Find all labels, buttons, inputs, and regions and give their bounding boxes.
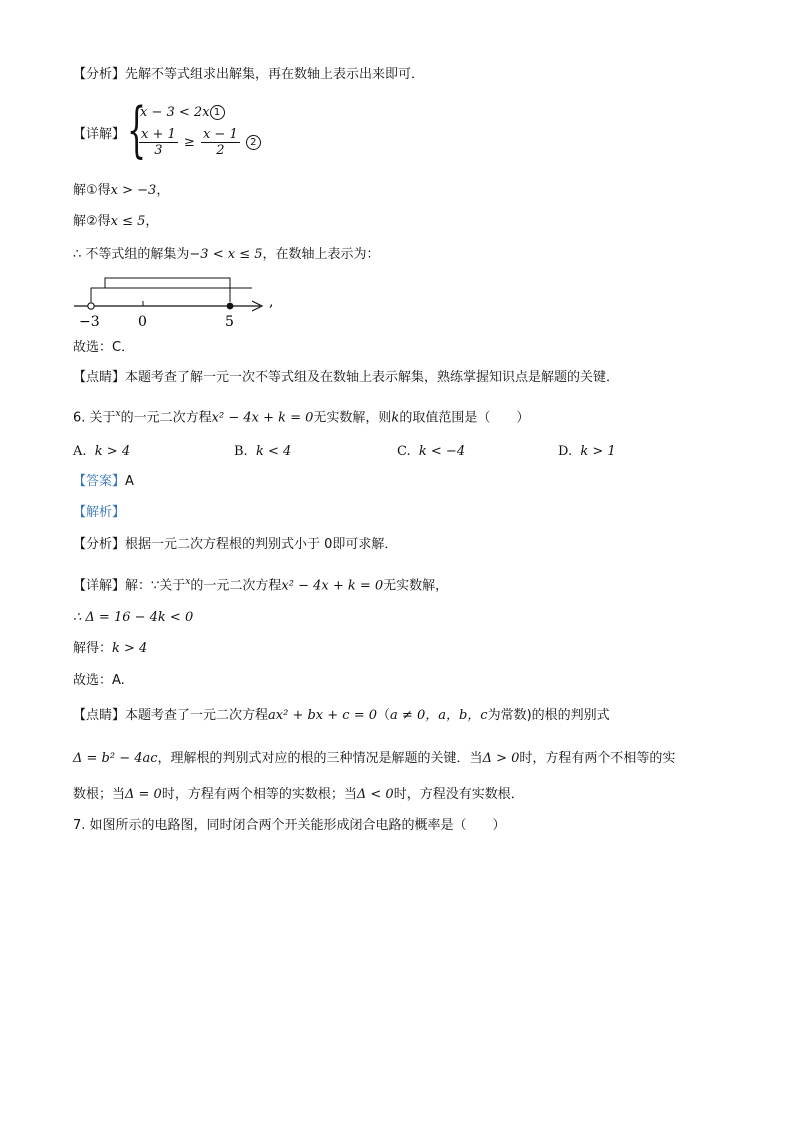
open-point-neg3 [88,303,94,309]
q6-fenxi-line [73,536,397,554]
fraction-right-den: 2 [216,143,225,158]
solution-set-line [73,246,380,264]
q6-dianjing-line-3 [73,786,524,804]
q6-dj1-c: 为常数)的根的判别式 [487,708,610,723]
q6-option-d[interactable] [558,443,616,461]
q6-stem-c: 无实数解，则 [313,410,392,426]
q6-option-a[interactable] [73,443,130,461]
q6-option-b[interactable] [234,443,291,461]
q6-xiangjie-x: x [185,577,191,587]
q6-jie-prefix: 解得： [73,641,113,656]
q6-dj1-b: （ [377,708,391,723]
q6-dj3-cond2: Δ < 0 [356,787,394,802]
q6-dianjing-line-1 [73,707,610,725]
solution-1-line [73,182,169,200]
solution-2-prefix: 解②得 [73,214,111,229]
q6-dj3-cond1: Δ = 0 [125,787,162,802]
solution-2-line [73,213,158,231]
q6-xiangjie-a: 解：∵关于 [125,578,186,594]
solution-1-prefix: 解①得 [73,183,111,198]
sec1-dianjing-line [73,369,619,387]
inequality-1-expr: x − 3 < 2x [140,105,210,120]
trailing-comma: , [269,294,274,310]
q6-dianjing-tag: 【点睛】 [73,708,126,723]
q6-dj1-a: 本题考查了一元二次方程 [125,708,269,723]
fenxi-text: 先解不等式组求出解集，再在数轴上表示出来即可． [125,67,425,82]
q6-dj2-a: ，理解根的判别式对应的根的三种情况是解题的关键．当 [157,751,483,766]
fraction-right-num: x − 1 [202,127,238,142]
q6-option-b-expr: k < 4 [255,444,292,459]
q6-xiangjie-b: 的一元二次方程 [190,578,282,594]
tick-label-0: 0 [138,314,147,330]
q6-stem-eq: x² − 4x + k = 0 [211,410,314,426]
tick-label-neg3: −3 [79,314,100,330]
solution-set-expr: −3 < x ≤ 5 [189,247,263,262]
q6-fenxi-tag: 【分析】 [73,537,126,552]
q6-stem-a: 6. 关于 [73,410,116,426]
fraction-left [139,127,178,158]
q6-answer-select: 故选：A. [73,673,125,688]
solution-2-expr: x ≤ 5 [110,214,146,229]
q6-stem-x: x [115,409,121,419]
q6-option-c-expr: k < −4 [418,444,466,459]
q6-dj1-cond: a ≠ 0，a，b，c [390,708,488,723]
dianjing-tag: 【点睛】 [73,370,126,385]
circled-number-2: 2 [246,135,261,150]
fenxi-tag: 【分析】 [73,67,126,82]
q6-option-a-expr: k > 4 [94,444,131,459]
q6-xiangjie-eq: x² − 4x + k = 0 [281,578,384,594]
q6-option-d-label: D. [558,444,573,459]
solution-1-expr: x > −3 [110,183,157,198]
q6-stem-b: 的一元二次方程 [120,410,212,426]
q6-stem-d: 的取值范围是（ ） [399,410,530,426]
q6-jie-expr: k > 4 [112,641,148,656]
inequality-2-rel: ≥ [183,135,195,150]
q6-option-c[interactable] [397,443,465,461]
q6-dj2-cond: Δ > 0 [482,751,520,766]
q6-option-a-label: A. [73,444,87,459]
q6-dj2-expr: Δ = b² − 4ac [73,751,158,766]
q6-xiangjie-line [73,573,448,595]
circled-number-1: 1 [210,105,225,120]
solution-1-suffix: ， [156,183,170,198]
q6-option-d-expr: k > 1 [580,444,616,459]
sec1-answer-line: 故选：C． [73,340,135,355]
q6-delta-line: ∴ Δ = 16 − 4k < 0 [73,610,194,625]
q6-stem [73,405,529,427]
fraction-left-num: x + 1 [141,127,176,142]
fraction-left-den: 3 [154,143,163,158]
solution-2-suffix: ， [145,214,159,229]
q6-dj3-a: 数根；当 [73,787,126,802]
q6-dj3-b: 时，方程有两个相等的实数根；当 [161,787,357,802]
solution-set-prefix: ∴ 不等式组的解集为 [73,247,190,262]
q6-answer-value: A [125,474,134,489]
sec1-fenxi-line [73,66,424,84]
q6-option-c-label: C. [397,444,411,459]
system-brace: { [127,95,147,165]
q6-stem-k: k [391,410,400,426]
q6-jiexi-tag: 【解析】 [73,505,126,520]
inequality-2 [137,127,261,158]
q6-option-b-label: B. [234,444,248,459]
sec1-xiangjie-tag: 【详解】 [73,127,126,142]
closed-point-5 [227,303,234,310]
tick-label-5: 5 [225,314,234,330]
q6-xiangjie-c: 无实数解， [383,578,449,594]
q6-dj3-c: 时，方程没有实数根． [393,787,524,802]
q6-dj2-b: 时，方程有两个不相等的实 [519,751,676,766]
number-line-figure [70,272,290,332]
fraction-right [201,127,240,158]
q6-dj1-eq: ax² + bx + c = 0 [268,708,378,723]
q6-dianjing-line-2 [73,750,675,768]
q6-fenxi-text: 根据一元二次方程根的判别式小于 0即可求解． [125,537,398,552]
bracket-x-gt-neg3 [91,288,252,302]
q6-xiangjie-tag: 【详解】 [73,578,126,594]
inequality-1 [140,104,225,122]
q6-jie-line [73,640,147,658]
solution-set-suffix: ，在数轴上表示为： [262,247,380,262]
bracket-x-le-5 [105,278,230,302]
q6-answer-tag: 【答案】 [73,474,126,489]
dianjing-text: 本题考查了解一元一次不等式组及在数轴上表示解集，熟练掌握知识点是解题的关键． [125,370,620,385]
q7-stem: 7. 如图所示的电路图，同时闭合两个开关能形成闭合电路的概率是（ ） [73,818,506,833]
q6-answer-line [73,473,134,491]
